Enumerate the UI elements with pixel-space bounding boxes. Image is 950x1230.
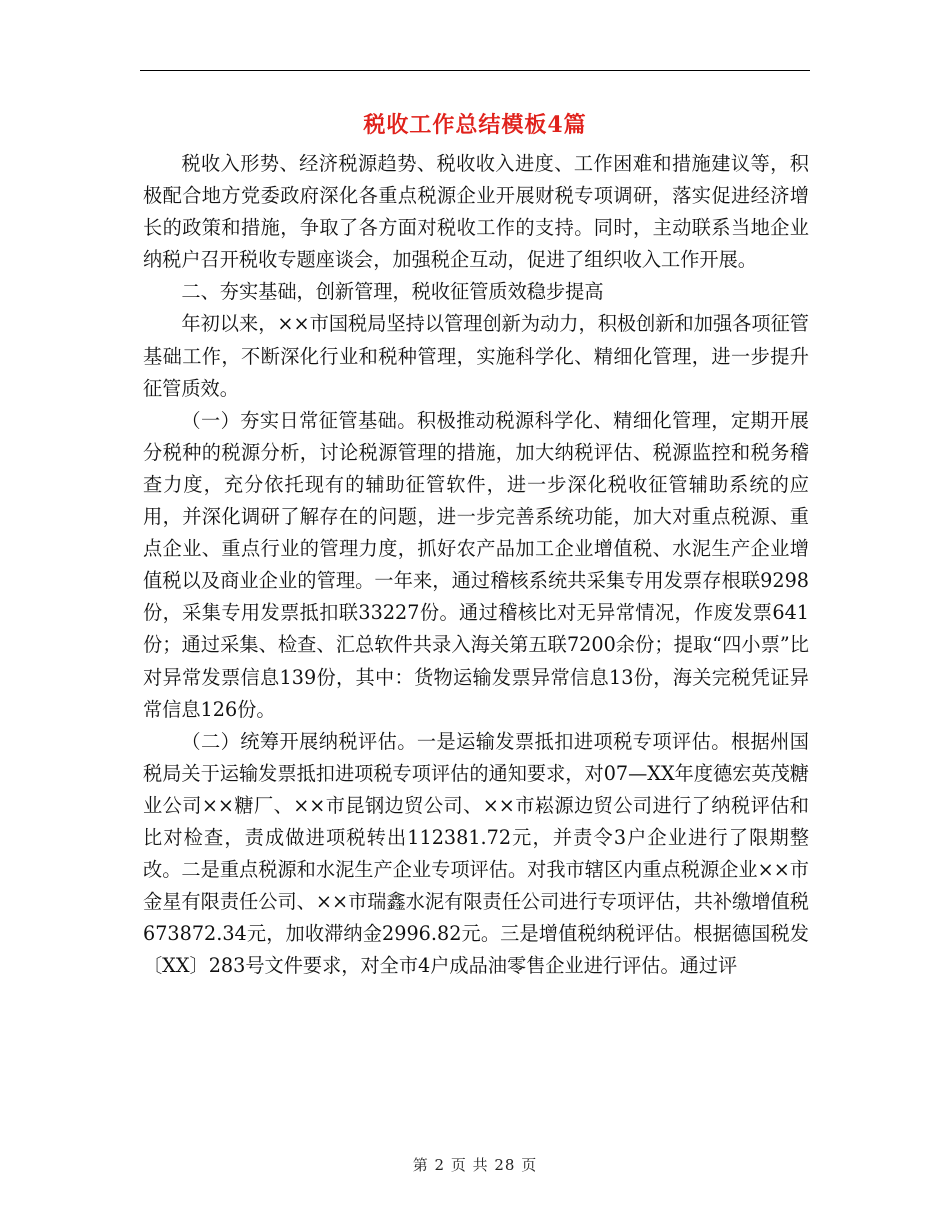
- paragraph-3: 年初以来，××市国税局坚持以管理创新为动力，积极创新和加强各项征管基础工作，不断深化行业和税种管理，实施科学化、精细化管理，进一步提升征管质效。: [143, 312, 809, 400]
- paragraph-4: （一）夯实日常征管基础。积极推动税源科学化、精细化管理，定期开展分税种的税源分析，讨论税源管理的措施，加大纳税评估、税源监控和税务稽查力度，充分依托现有的辅助征管软件，进一步深化税收征管辅助系统的应用，并深化调研了解存在的问题，进一步完善系统功能，加大对重点税源、重点企业、重点行业的管理力度，抓好农产品加工企业增值税、水泥生产企业增值税以及商业企业的管理。一年来，通过稽核系统共采集专用发票存根联9298份，采集专用发票抵扣联33227份。通过稽核比对无异常情况，作废发票641份；通过采集、检查、汇总软件共录入海关第五联7200余份；提取“四小票”比对异常发票信息139份，其中：货物运输发票异常信息13份，海关完税凭证异常信息126份。: [143, 408, 809, 721]
- header-rule: [140, 70, 810, 71]
- section-heading-2: 二、夯实基础，创新管理，税收征管质效稳步提高: [181, 280, 604, 304]
- page-number-label: 第 2 页 共 28 页: [412, 1156, 538, 1174]
- paragraph-1: 税收入形势、经济税源趋势、税收收入进度、工作困难和措施建议等，积极配合地方党委政府深化各重点税源企业开展财税专项调研，落实促进经济增长的政策和措施，争取了各方面对税收工作的支持。同时，主动联系当地企业纳税户召开税收专题座谈会，加强税企互动，促进了组织收入工作开展。: [143, 152, 809, 272]
- document-body: [143, 148, 809, 982]
- document-title: 税收工作总结模板4篇: [363, 112, 587, 138]
- paragraph-5: （二）统筹开展纳税评估。一是运输发票抵扣进项税专项评估。根据州国税局关于运输发票抵扣进项税专项评估的通知要求，对07—XX年度德宏英茂糖业公司××糖厂、××市昆钢边贸公司、××市崧源边贸公司进行了纳税评估和比对检查，责成做进项税转出112381.72元，并责令3户企业进行了限期整改。二是重点税源和水泥生产企业专项评估。对我市辖区内重点税源企业××市金星有限责任公司、××市瑞鑫水泥有限责任公司进行专项评估，共补缴增值税673872.34元，加收滞纳金2996.82元。三是增值税纳税评估。根据德国税发〔XX〕283号文件要求，对全市4户成品油零售企业进行评估。通过评: [143, 729, 809, 978]
- page-footer: [0, 1154, 950, 1175]
